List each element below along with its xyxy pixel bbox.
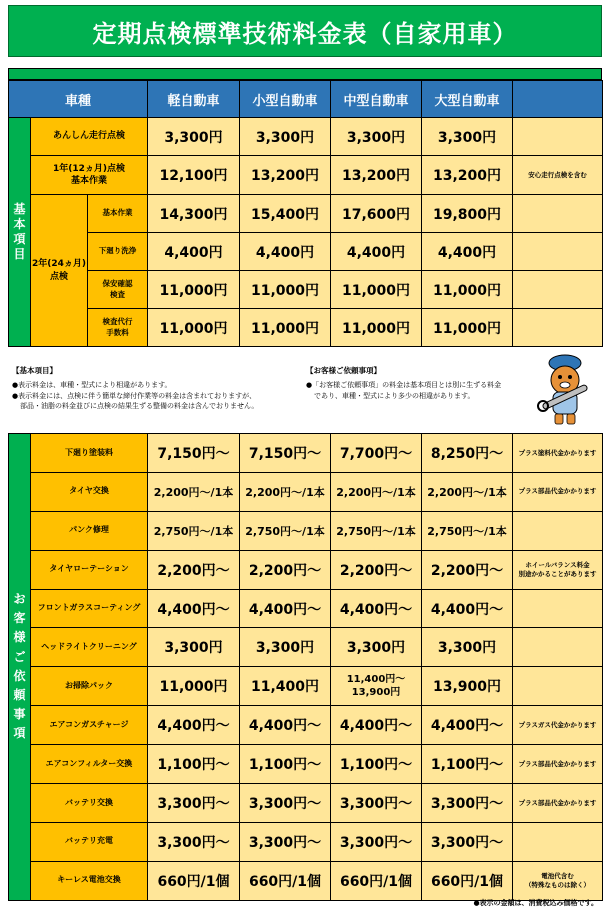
note-line: プラスガス代金かかります	[518, 720, 597, 729]
price-cell: 4,400円～	[422, 706, 513, 745]
price-cell: 19,800円	[422, 195, 513, 233]
price-cell: 11,000円	[240, 271, 331, 309]
row-label: ヘッドライトクリーニング	[31, 628, 148, 667]
header-note	[513, 81, 603, 118]
table-row	[9, 706, 603, 745]
table-row	[9, 745, 603, 784]
note-line: 部品・油脂の料金並びに点検の結果生ずる整備の料金は含んでおりません。	[20, 402, 259, 411]
table-row	[9, 233, 603, 271]
note-line: 電池代含む	[541, 871, 574, 880]
price-cell: 2,200円～	[422, 550, 513, 589]
price-cell: 17,600円	[331, 195, 422, 233]
price-cell: 7,150円～	[240, 434, 331, 473]
two-year-label	[31, 195, 88, 347]
price-cell: 4,400円～	[331, 589, 422, 628]
price-cell: 11,000円	[148, 667, 240, 706]
header-kei: 軽自動車	[148, 81, 240, 118]
table-row	[9, 511, 603, 550]
price-cell: 13,200円	[422, 156, 513, 195]
price-cell: 4,400円～	[422, 589, 513, 628]
price-cell: 4,400円～	[240, 706, 331, 745]
price-cell: 2,200円～/1本	[331, 472, 422, 511]
price-cell: 3,300円	[331, 628, 422, 667]
row-label: タイヤ交換	[31, 472, 148, 511]
price-cell: 7,150円～	[148, 434, 240, 473]
table-row	[9, 550, 603, 589]
note-line: 別途かかることがあります	[518, 569, 597, 578]
note-cell	[513, 861, 603, 900]
note-cell	[513, 472, 603, 511]
price-cell: 660円/1個	[422, 861, 513, 900]
table-row	[9, 271, 603, 309]
note-cell	[513, 628, 603, 667]
label-line: 検査	[110, 289, 125, 299]
sub-row-label	[88, 309, 148, 347]
row-label: エアコンフィルター交換	[31, 745, 148, 784]
price-cell: 4,400円～	[240, 589, 331, 628]
price-cell: 2,200円～/1本	[240, 472, 331, 511]
price-cell: 3,300円～	[148, 822, 240, 861]
row-label: フロントガラスコーティング	[31, 589, 148, 628]
price-cell: 2,750円～/1本	[422, 511, 513, 550]
price-cell: 2,200円～	[148, 550, 240, 589]
label-line: 点検	[49, 271, 68, 282]
price-cell: 1,100円～	[422, 745, 513, 784]
price-line: 13,900円	[351, 687, 401, 699]
note-line: ●表示料金には、点検に伴う簡単な締付作業等の料金は含まれておりますが、	[12, 391, 257, 400]
price-cell: 4,400円	[331, 233, 422, 271]
request-side-label: お客様ご依頼事項	[9, 434, 31, 901]
price-cell: 2,200円～/1本	[148, 472, 240, 511]
note-cell	[513, 271, 603, 309]
table-header-row	[9, 81, 603, 118]
price-cell: 11,000円	[148, 309, 240, 347]
row-label: パンク修理	[31, 511, 148, 550]
request-notes	[306, 365, 536, 401]
label-line: 検査代行	[102, 317, 133, 327]
price-cell: 13,200円	[240, 156, 331, 195]
price-cell	[331, 667, 422, 706]
note-line: ●表示料金は、車種・型式により相違があります。	[12, 381, 172, 390]
price-cell: 1,100円～	[240, 745, 331, 784]
price-cell: 2,200円～	[331, 550, 422, 589]
note-line: プラス部品代金かかります	[518, 759, 597, 768]
price-cell: 3,300円	[240, 118, 331, 156]
header-small: 小型自動車	[240, 81, 331, 118]
price-cell: 4,400円～	[331, 706, 422, 745]
note-cell	[513, 706, 603, 745]
label-line: 基本作業	[71, 176, 108, 186]
note-cell	[513, 511, 603, 550]
price-cell: 3,300円	[422, 118, 513, 156]
price-cell: 660円/1個	[148, 861, 240, 900]
price-cell: 12,100円	[148, 156, 240, 195]
note-line: ●「お客様ご依頼事項」の料金は基本項目とは別に生ずる料金	[306, 381, 502, 390]
row-label: バッテリ充電	[31, 822, 148, 861]
note-cell	[513, 784, 603, 823]
table-row	[9, 861, 603, 900]
note-cell	[513, 118, 603, 156]
price-cell: 11,000円	[148, 271, 240, 309]
basic-notes	[12, 365, 312, 412]
header-medium: 中型自動車	[331, 81, 422, 118]
notes-heading: 【基本項目】	[12, 366, 57, 375]
note-line: ホイールバランス料金	[525, 560, 590, 569]
price-cell: 3,300円	[148, 118, 240, 156]
note-cell	[513, 589, 603, 628]
price-cell: 4,400円～	[148, 706, 240, 745]
price-cell: 4,400円	[422, 233, 513, 271]
price-cell: 15,400円	[240, 195, 331, 233]
price-cell: 3,300円～	[148, 784, 240, 823]
price-cell: 2,200円～	[240, 550, 331, 589]
price-cell: 13,200円	[331, 156, 422, 195]
price-cell: 660円/1個	[331, 861, 422, 900]
label-line: 保安確認	[102, 279, 133, 289]
tax-note: ●表示の金額は、消費税込み価格です。	[473, 899, 598, 907]
price-cell: 11,000円	[422, 309, 513, 347]
request-items-table	[8, 433, 603, 901]
price-line: 11,400円～	[346, 674, 406, 686]
note-cell	[513, 667, 603, 706]
label-line: 手数料	[106, 327, 129, 337]
note-line: プラス塗料代金かかります	[518, 448, 597, 457]
price-cell: 11,000円	[331, 309, 422, 347]
sub-row-label: 基本作業	[88, 195, 148, 233]
price-cell: 11,400円	[240, 667, 331, 706]
note-cell: 安心走行点検を含む	[513, 156, 603, 195]
basic-side-label: 基本項目	[9, 118, 31, 347]
table-row	[9, 118, 603, 156]
row-label: あんしん走行点検	[31, 118, 148, 156]
page-title: 定期点検標準技術料金表（自家用車）	[8, 5, 602, 57]
table-row	[9, 667, 603, 706]
price-cell: 11,000円	[240, 309, 331, 347]
table-row	[9, 784, 603, 823]
note-cell	[513, 550, 603, 589]
price-cell: 4,400円	[240, 233, 331, 271]
price-cell: 2,750円～/1本	[240, 511, 331, 550]
price-cell: 4,400円～	[148, 589, 240, 628]
price-cell: 3,300円～	[331, 784, 422, 823]
note-line: であり、車種・型式により多少の相違があります。	[314, 391, 475, 400]
price-cell: 1,100円～	[331, 745, 422, 784]
table-row	[9, 822, 603, 861]
price-cell: 2,750円～/1本	[331, 511, 422, 550]
row-label: バッテリ交換	[31, 784, 148, 823]
notes-heading: 【お客様ご依頼事項】	[306, 366, 381, 375]
table-row	[9, 434, 603, 473]
table-row	[9, 309, 603, 347]
basic-items-table	[8, 80, 603, 347]
note-cell	[513, 434, 603, 473]
price-cell: 3,300円	[331, 118, 422, 156]
table-row	[9, 472, 603, 511]
table-row	[9, 156, 603, 195]
row-label	[31, 156, 148, 195]
note-cell	[513, 195, 603, 233]
header-large: 大型自動車	[422, 81, 513, 118]
price-cell: 14,300円	[148, 195, 240, 233]
price-cell: 660円/1個	[240, 861, 331, 900]
price-cell: 3,300円	[148, 628, 240, 667]
sub-row-label	[88, 271, 148, 309]
label-line: 2年(24ヵ月)	[31, 259, 86, 270]
price-cell: 11,000円	[422, 271, 513, 309]
label-line: 1年(12ヵ月)点検	[53, 163, 126, 174]
price-cell: 2,200円～/1本	[422, 472, 513, 511]
header-divider-strip	[8, 68, 602, 80]
note-cell	[513, 822, 603, 861]
note-cell	[513, 745, 603, 784]
mascot-wrench-icon	[535, 350, 595, 426]
price-cell: 3,300円	[240, 628, 331, 667]
price-cell: 8,250円～	[422, 434, 513, 473]
price-cell: 2,750円～/1本	[148, 511, 240, 550]
row-label: タイヤローテーション	[31, 550, 148, 589]
row-label: 下廻り塗装料	[31, 434, 148, 473]
note-cell	[513, 309, 603, 347]
price-cell: 4,400円	[148, 233, 240, 271]
price-cell: 3,300円～	[422, 822, 513, 861]
note-cell	[513, 233, 603, 271]
row-label: エアコンガスチャージ	[31, 706, 148, 745]
price-cell: 3,300円	[422, 628, 513, 667]
price-cell: 3,300円～	[240, 784, 331, 823]
price-cell: 3,300円～	[240, 822, 331, 861]
price-cell: 3,300円～	[331, 822, 422, 861]
note-line: プラス部品代金かかります	[518, 798, 597, 807]
sub-row-label: 下廻り洗浄	[88, 233, 148, 271]
table-row	[9, 195, 603, 233]
note-line: （特殊なものは除く）	[525, 880, 590, 889]
price-cell: 13,900円	[422, 667, 513, 706]
price-cell: 1,100円～	[148, 745, 240, 784]
table-row	[9, 589, 603, 628]
note-line: プラス部品代金かかります	[518, 487, 597, 496]
price-cell: 7,700円～	[331, 434, 422, 473]
row-label: お掃除パック	[31, 667, 148, 706]
price-cell: 11,000円	[331, 271, 422, 309]
price-cell: 3,300円～	[422, 784, 513, 823]
header-category: 車種	[9, 81, 148, 118]
row-label: キーレス電池交換	[31, 861, 148, 900]
table-row	[9, 628, 603, 667]
